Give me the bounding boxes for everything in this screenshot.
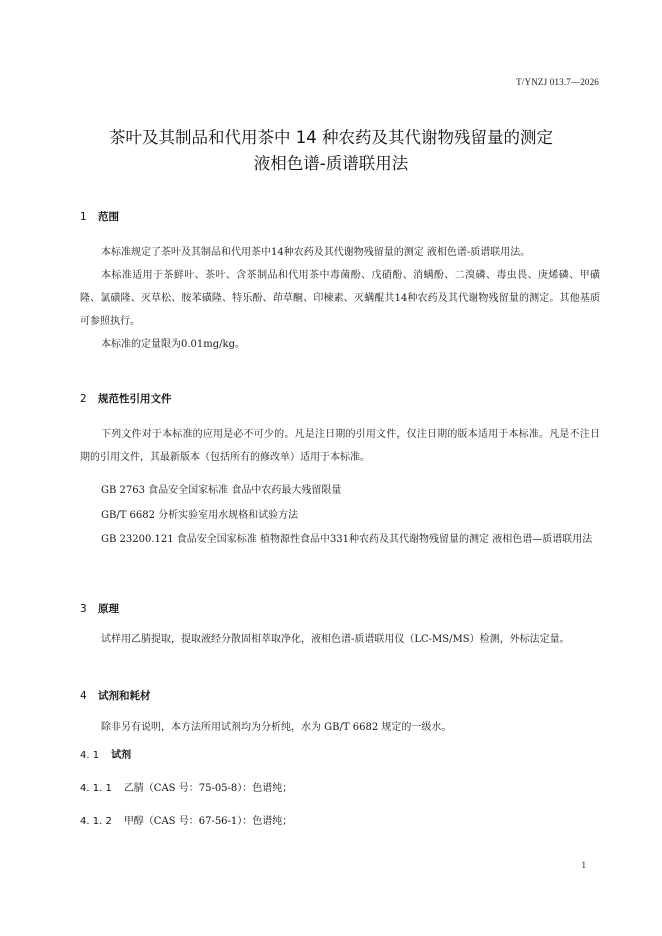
section-number: 1	[80, 211, 87, 223]
document-title-line-1: 茶叶及其制品和代用茶中 14 种农药及其代谢物残留量的测定	[109, 128, 553, 147]
section-3-heading	[80, 601, 119, 616]
section-number: 2	[80, 393, 87, 405]
subsection-4-1-heading	[80, 746, 131, 761]
section-title: 范围	[98, 211, 119, 223]
section-title: 试剂和耗材	[98, 690, 151, 702]
item-4-1-2	[80, 812, 292, 827]
section-1-paragraph-2: 本标准适用于茶鲜叶、茶叶、含茶制品和代用茶中毒菌酚、戊硝酚、消螨酚、二溴磷、毒虫畏、庚烯磷、甲磺隆、氯磺隆、灭草松、胺苯磺隆、特乐酚、茚草酮、印楝素、灭螨醌共14种农药及其代谢物残留量的测定。其他基质可参照执行。	[80, 270, 600, 327]
standard-code: T/YNZJ 013.7—2026	[516, 77, 599, 87]
subsection-title: 试剂	[111, 750, 132, 761]
item-text: 乙腈（CAS 号：75-05-8）：色谱纯；	[123, 783, 293, 794]
section-number: 4	[80, 690, 87, 702]
section-4-paragraph-1: 除非另有说明，本方法所用试剂均为分析纯，水为 GB/T 6682 规定的一级水。	[101, 722, 452, 733]
section-3-paragraph-1: 试样用乙腈提取，提取液经分散固相萃取净化，液相色谱-质谱联用仪（LC-MS/MS）检测，外标法定量。	[101, 634, 570, 645]
subsection-number: 4. 1	[80, 750, 100, 761]
reference-gbt-6682: GB/T 6682 分析实验室用水规格和试验方法	[101, 510, 299, 521]
section-4-heading	[80, 688, 151, 703]
reference-gb-23200-121: GB 23200.121 食品安全国家标准 植物源性食品中331种农药及其代谢物残留量的测定 液相色谱—质谱联用法	[101, 534, 593, 545]
section-1-heading	[80, 209, 119, 224]
section-1-paragraph-3: 本标准的定量限为0.01mg/kg。	[101, 339, 245, 350]
section-title: 规范性引用文件	[98, 393, 172, 405]
page-number: 1	[581, 860, 586, 870]
item-text: 甲醇（CAS 号：67-56-1）：色谱纯；	[123, 816, 293, 827]
document-title-line-2: 液相色谱-质谱联用法	[253, 154, 409, 173]
section-number: 3	[80, 603, 87, 615]
section-1-paragraph-1: 本标准规定了茶叶及其制品和代用茶中14种农药及其代谢物残留量的测定 液相色谱-质谱联用法。	[101, 247, 531, 258]
section-2-paragraph-1: 下列文件对于本标准的应用是必不可少的。凡是注日期的引用文件，仅注日期的版本适用于本标准。凡是不注日期的引用文件，其最新版本（包括所有的修改单）适用于本标准。	[80, 429, 600, 463]
reference-gb-2763: GB 2763 食品安全国家标准 食品中农药最大残留限量	[101, 485, 342, 496]
section-2-heading	[80, 391, 172, 406]
item-4-1-1	[80, 779, 292, 794]
section-title: 原理	[98, 603, 119, 615]
item-number: 4. 1. 2	[80, 816, 112, 827]
item-number: 4. 1. 1	[80, 783, 112, 794]
